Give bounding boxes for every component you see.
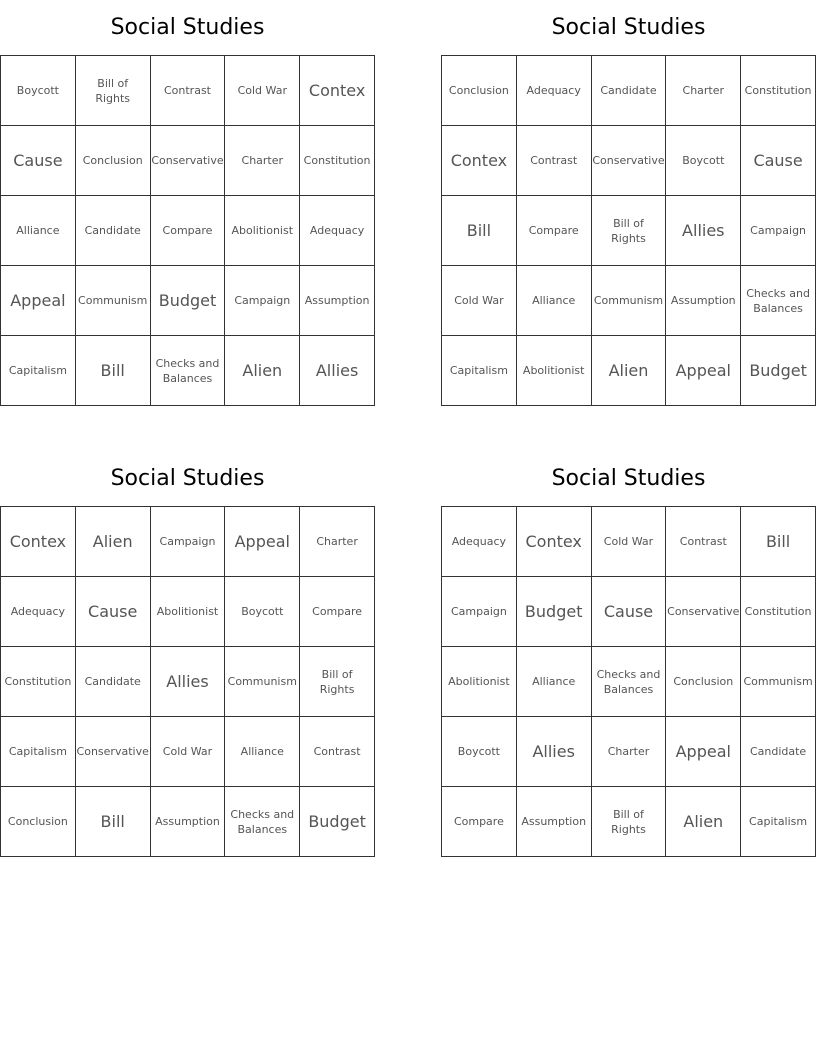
bingo-cell: Constitution — [300, 126, 375, 196]
bingo-cell: Alien — [76, 507, 151, 577]
bingo-cell: Contrast — [666, 507, 741, 577]
bingo-cell: Boycott — [1, 56, 76, 126]
bingo-cell: Abolitionist — [151, 577, 226, 647]
bingo-cell: Constitution — [1, 647, 76, 717]
bingo-cell: Alliance — [1, 196, 76, 266]
bingo-cell: Charter — [300, 507, 375, 577]
bingo-cell: Bill of Rights — [76, 56, 151, 126]
bingo-cell: Allies — [517, 717, 592, 787]
bingo-cell: Budget — [741, 336, 816, 406]
bingo-cell: Candidate — [76, 647, 151, 717]
bingo-cell: Boycott — [442, 717, 517, 787]
bingo-cell: Budget — [517, 577, 592, 647]
bingo-cell: Conclusion — [1, 787, 76, 857]
bingo-cell: Campaign — [741, 196, 816, 266]
bingo-card-2 — [441, 0, 816, 406]
bingo-cell: Adequacy — [1, 577, 76, 647]
bingo-cell: Assumption — [666, 266, 741, 336]
bingo-cell: Conservative — [76, 717, 151, 787]
card-title: Social Studies — [551, 466, 706, 491]
bingo-cell: Cause — [592, 577, 667, 647]
bingo-cell: Conservative — [666, 577, 741, 647]
bingo-cell: Capitalism — [741, 787, 816, 857]
bingo-card-4 — [441, 451, 816, 857]
card-title: Social Studies — [110, 15, 265, 40]
bingo-cell: Cause — [76, 577, 151, 647]
bingo-cell: Appeal — [666, 336, 741, 406]
bingo-cell: Conclusion — [76, 126, 151, 196]
bingo-cell: Capitalism — [442, 336, 517, 406]
bingo-cell: Checks and Balances — [741, 266, 816, 336]
bingo-cell: Compare — [442, 787, 517, 857]
bingo-cell: Communism — [76, 266, 151, 336]
bingo-cell: Bill of Rights — [300, 647, 375, 717]
bingo-cell: Cold War — [592, 507, 667, 577]
bingo-cell: Allies — [151, 647, 226, 717]
bingo-cell: Boycott — [666, 126, 741, 196]
bingo-cell: Alliance — [517, 647, 592, 717]
bingo-cell: Capitalism — [1, 717, 76, 787]
bingo-cell: Cause — [1, 126, 76, 196]
bingo-card-1 — [0, 0, 375, 406]
bingo-cell: Bill — [442, 196, 517, 266]
bingo-cell: Cold War — [151, 717, 226, 787]
bingo-cell: Checks and Balances — [592, 647, 667, 717]
bingo-cell: Allies — [666, 196, 741, 266]
bingo-cell: Alien — [592, 336, 667, 406]
bingo-cell: Contex — [442, 126, 517, 196]
bingo-cell: Contex — [517, 507, 592, 577]
bingo-cell: Alliance — [225, 717, 300, 787]
bingo-cell: Bill of Rights — [592, 787, 667, 857]
bingo-cell: Communism — [225, 647, 300, 717]
bingo-cell: Assumption — [517, 787, 592, 857]
bingo-cell: Budget — [300, 787, 375, 857]
bingo-cell: Contrast — [517, 126, 592, 196]
bingo-cell: Contex — [300, 56, 375, 126]
bingo-cell: Compare — [300, 577, 375, 647]
bingo-cell: Budget — [151, 266, 226, 336]
bingo-cell: Allies — [300, 336, 375, 406]
bingo-card-3 — [0, 451, 375, 857]
bingo-cell: Appeal — [1, 266, 76, 336]
bingo-cell: Adequacy — [300, 196, 375, 266]
bingo-cell: Compare — [151, 196, 226, 266]
bingo-cell: Abolitionist — [517, 336, 592, 406]
bingo-cell: Adequacy — [442, 507, 517, 577]
bingo-grid — [441, 55, 816, 406]
bingo-grid — [0, 506, 375, 857]
bingo-cell: Appeal — [225, 507, 300, 577]
bingo-cell: Capitalism — [1, 336, 76, 406]
bingo-cell: Conservative — [592, 126, 667, 196]
bingo-cell: Alien — [666, 787, 741, 857]
bingo-cell: Campaign — [151, 507, 226, 577]
bingo-cell: Assumption — [151, 787, 226, 857]
bingo-cell: Alliance — [517, 266, 592, 336]
bingo-cell: Abolitionist — [225, 196, 300, 266]
bingo-cell: Candidate — [592, 56, 667, 126]
bingo-cell: Conclusion — [666, 647, 741, 717]
bingo-cell: Contrast — [300, 717, 375, 787]
bingo-cell: Communism — [741, 647, 816, 717]
bingo-cell: Checks and Balances — [225, 787, 300, 857]
bingo-cell: Cause — [741, 126, 816, 196]
bingo-cell: Bill — [76, 336, 151, 406]
bingo-cell: Conclusion — [442, 56, 517, 126]
bingo-cell: Cold War — [225, 56, 300, 126]
bingo-cell: Adequacy — [517, 56, 592, 126]
bingo-grid — [0, 55, 375, 406]
card-title: Social Studies — [110, 466, 265, 491]
bingo-cell: Communism — [592, 266, 667, 336]
bingo-cell: Campaign — [225, 266, 300, 336]
bingo-cell: Candidate — [76, 196, 151, 266]
bingo-cell: Candidate — [741, 717, 816, 787]
bingo-cell: Checks and Balances — [151, 336, 226, 406]
bingo-cell: Alien — [225, 336, 300, 406]
bingo-cell: Charter — [225, 126, 300, 196]
bingo-cell: Constitution — [741, 577, 816, 647]
bingo-cell: Campaign — [442, 577, 517, 647]
bingo-cell: Charter — [666, 56, 741, 126]
card-title: Social Studies — [551, 15, 706, 40]
bingo-cell: Cold War — [442, 266, 517, 336]
bingo-cell: Abolitionist — [442, 647, 517, 717]
bingo-cell: Bill — [76, 787, 151, 857]
bingo-cell: Conservative — [151, 126, 226, 196]
bingo-cell: Constitution — [741, 56, 816, 126]
bingo-cell: Assumption — [300, 266, 375, 336]
bingo-cell: Charter — [592, 717, 667, 787]
bingo-cell: Contrast — [151, 56, 226, 126]
bingo-cell: Bill — [741, 507, 816, 577]
bingo-cell: Contex — [1, 507, 76, 577]
bingo-cell: Appeal — [666, 717, 741, 787]
bingo-cell: Bill of Rights — [592, 196, 667, 266]
bingo-cell: Boycott — [225, 577, 300, 647]
bingo-cell: Compare — [517, 196, 592, 266]
bingo-grid — [441, 506, 816, 857]
